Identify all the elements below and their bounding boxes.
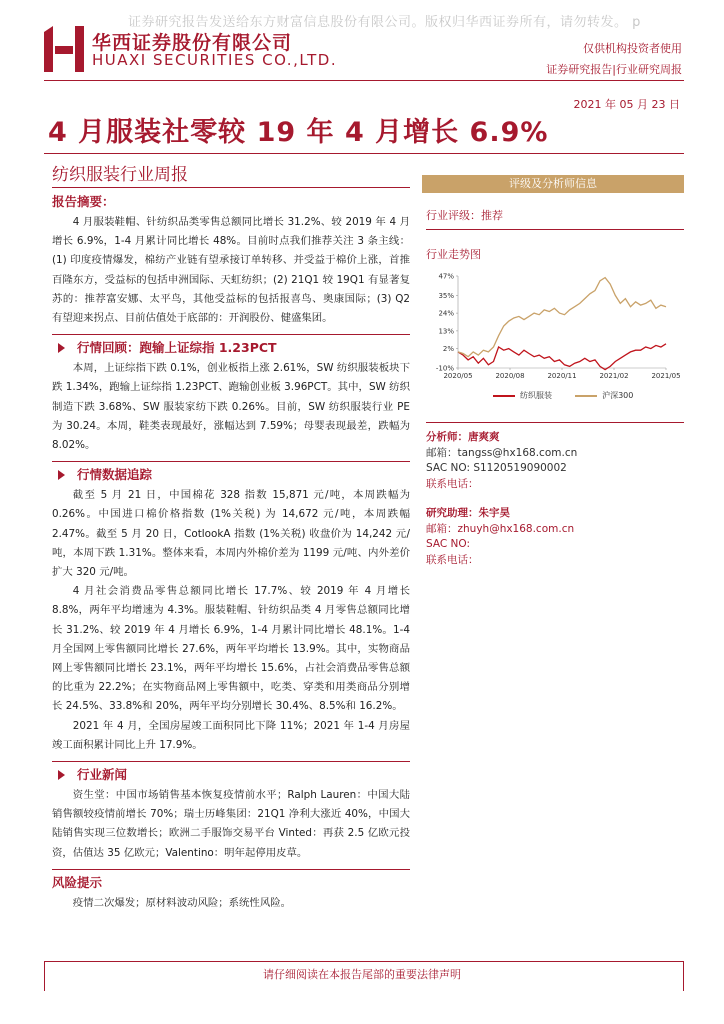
analyst-email[interactable]: 邮箱：tangss@hx168.com.cn [426, 446, 578, 459]
series-line-hs300 [458, 278, 666, 357]
triangle-bullet-icon [58, 343, 65, 353]
report-subtitle: 纺织服装行业周报 [52, 165, 188, 185]
footer-rule [44, 961, 684, 962]
review-heading-text: 行情回顾：跑输上证综指 1.23PCT [77, 340, 277, 356]
risk-paragraph: 疫情二次爆发；原材料波动风险；系统性风险。 [72, 896, 291, 909]
title-divider [44, 153, 684, 154]
y-tick-label: -10% [435, 364, 454, 373]
legend-label-hs300: 沪深300 [602, 391, 634, 400]
assistant-email[interactable]: 邮箱：zhuyh@hx168.com.cn [426, 522, 575, 535]
legal-footer: 请仔细阅读在本报告尾部的重要法律声明 [263, 968, 461, 981]
assistant-name: 朱宇昊 [478, 507, 510, 519]
company-name-cn: 华西证券股份有限公司 [92, 32, 293, 54]
assistant-sac: SAC NO: [426, 538, 470, 550]
assistant-phone: 联系电话： [426, 553, 479, 566]
y-tick-label: 35% [438, 291, 454, 300]
analyst-title: 分析师： [426, 431, 468, 443]
review-heading [52, 338, 410, 356]
y-tick-label: 2% [442, 345, 454, 354]
summary-heading: 报告摘要： [52, 194, 115, 209]
data-paragraph-1: 截至 5 月 21 日，中国棉花 328 指数 15,871 元/吨，本周跌幅为 0.26%。中国进口棉价格指数 (1%关税) 为 14,672 元/吨，本周跌幅 2.47%。截至 5 月 20 日，CotlookA 指数 (1%关税) 收盘价为 14,242 元/吨，本周下跌 1.31%。整体来看，本周内外棉价差为 1199 元/吨、内外差价扩大 320 元/吨。 [52, 489, 410, 579]
review-paragraph: 本周，上证综指下跌 0.1%，创业板指上涨 2.61%，SW 纺织服装板块下跌 1.34%，跑输上证综指 1.23PCT、跑输创业板 3.96PCT。其中，SW 纺织制造下跌 3.68%、SW 服装家纺下跌 0.26%。目前，SW 纺织服装行业 PE 为 30.24。本周，鞋类表现最好，涨幅达到 7.59%；母婴表现最差，跌幅为 8.02%。 [52, 362, 410, 452]
analyst-name: 唐爽爽 [468, 431, 500, 443]
section-rule [52, 334, 410, 335]
report-title: 4 月服装社零较 19 年 4 月增长 6.9% [48, 117, 549, 148]
report-date: 2021 年 05 月 23 日 [573, 98, 680, 111]
x-tick-label: 2020/05 [443, 372, 473, 380]
legend-swatch-textile [493, 395, 515, 397]
x-tick-label: 2021/05 [651, 372, 681, 380]
data-heading [52, 465, 410, 483]
watermark: 证券研究报告发送给东方财富信息股份有限公司。版权归华西证券所有，请勿转发。 p [128, 15, 641, 30]
company-name-en: HUAXI SECURITIES CO.,LTD. [92, 51, 338, 69]
chart-legend [493, 390, 633, 401]
triangle-bullet-icon [58, 470, 65, 480]
analyst-block [426, 430, 684, 568]
assistant-title: 研究助理： [426, 507, 479, 519]
summary-paragraph: 4 月服装鞋帽、针纺织品类零售总额同比增长 31.2%、较 2019 年 4 月增长 6.9%，1-4 月累计同比增长 48%。目前时点我们推荐关注 3 条主线：(1) 印度疫情爆发，棉纺产业链有望承接订单转移、并受益于棉价上涨，首推百隆东方，受益标的包括申洲国际、天虹纺织；(2) 21Q1 较 19Q1 有显著复苏的：推荐富安娜、太平鸟，其他受益标的包括报喜鸟、奥康国际；(3) Q2 有望迎来拐点、目前估值处于底部的：开润股份、健盛集团。 [52, 216, 410, 325]
x-tick-label: 2020/11 [547, 372, 577, 380]
x-tick-label: 2021/02 [599, 372, 629, 380]
trend-label: 行业走势图 [426, 248, 481, 261]
section-rule [52, 761, 410, 762]
summary-top-rule [52, 187, 410, 188]
industry-rating: 行业评级：推荐 [426, 209, 503, 222]
data-heading-text: 行情数据追踪 [77, 467, 153, 483]
triangle-bullet-icon [58, 770, 65, 780]
huaxi-logo-icon [44, 26, 84, 72]
sidebar-bar-title: 评级及分析师信息 [422, 175, 684, 193]
data-paragraph-2: 4 月社会消费品零售总额同比增长 17.7%、较 2019 年 4 月增长 8.8%，两年平均增速为 4.3%。服装鞋帽、针纺织品类 4 月零售总额同比增长 31.2%、较 2019 年 4 月增长 6.9%，1-4 月累计同比增长 48.1%。1-4 月全国网上零售额同比增长 27.6%，两年平均增长 13.9%。其中，实物商品网上零售额同比增长 23.1%，两年平均增长 15.6%，占社会消费品零售总额的比重为 22.2%；在实物商品网上零售额中，吃类、穿类和用类商品分别增长 24.5%、33.8%和 20%，两年平均分别增长 30.4%、8.5%和 16.2%。 [52, 585, 410, 713]
report-type: 证券研究报告|行业研究周报 [546, 63, 682, 76]
main-column [52, 187, 410, 913]
risk-heading: 风险提示 [52, 874, 103, 890]
y-tick-label: 47% [438, 272, 454, 281]
news-heading-text: 行业新闻 [77, 767, 128, 783]
legend-swatch-hs300 [575, 395, 597, 397]
audience-note: 仅供机构投资者使用 [583, 42, 682, 55]
header-divider [44, 80, 684, 81]
x-tick-label: 2020/08 [495, 372, 525, 380]
data-paragraph-3: 2021 年 4 月，全国房屋竣工面积同比下降 11%；2021 年 1-4 月房屋竣工面积累计同比上升 17.9%。 [52, 719, 410, 751]
rating-rule [426, 229, 684, 230]
y-tick-label: 24% [438, 309, 454, 318]
y-tick-label: 13% [438, 327, 454, 336]
analyst-phone: 联系电话： [426, 477, 479, 490]
news-heading [52, 765, 410, 783]
legend-label-textile: 纺织服装 [520, 391, 552, 400]
news-paragraph: 资生堂：中国市场销售基本恢复疫情前水平；Ralph Lauren：中国大陆销售额较疫情前增长 70%；瑞士历峰集团：21Q1 净利大涨近 40%，中国大陆销售实现三位数增长；欧洲二手服饰交易平台 Vinted：再获 2.5 亿欧元投资，估值达 35 亿欧元；Valentino：明年起停用皮草。 [52, 789, 410, 859]
chart-rule [426, 422, 684, 423]
section-rule [52, 869, 410, 870]
section-rule [52, 461, 410, 462]
analyst-sac: SAC NO: S1120519090002 [426, 462, 567, 474]
series-line-textile [458, 344, 666, 370]
